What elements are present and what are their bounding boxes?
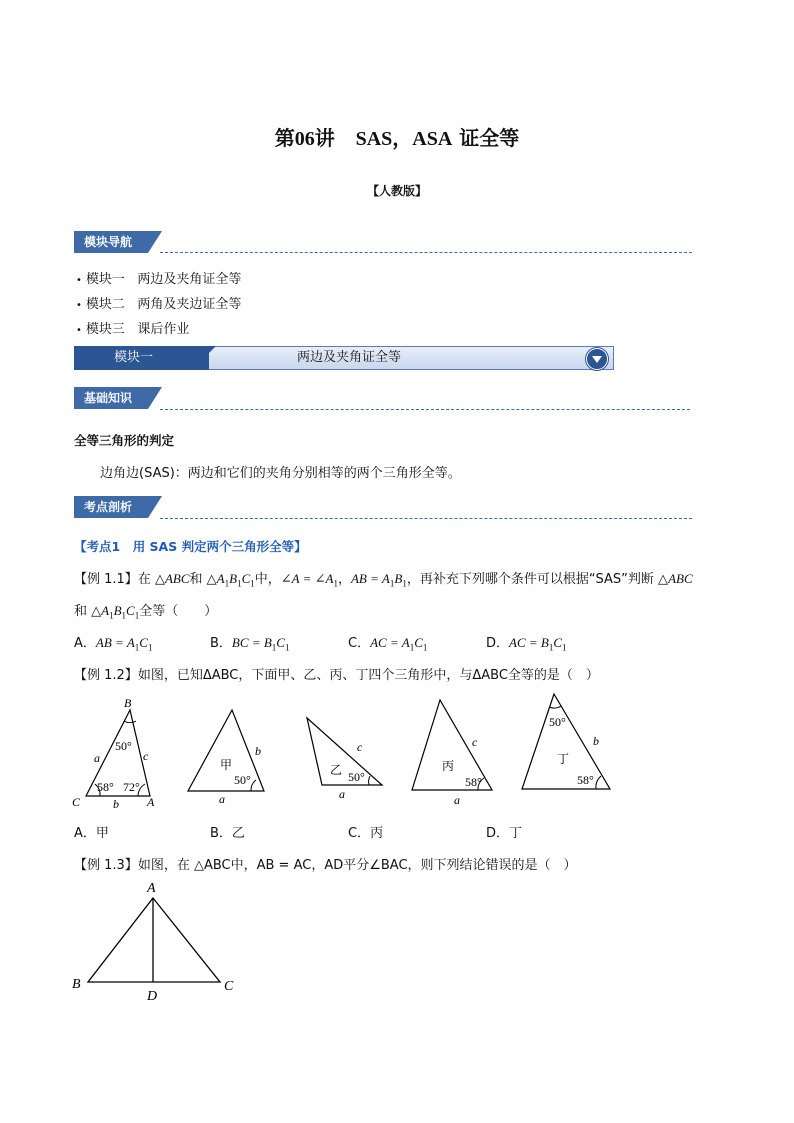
label-D: D [147, 989, 158, 1004]
label-A: A [147, 795, 155, 809]
ex12-option-c[interactable]: C．丙 [348, 826, 384, 841]
nav-divider [160, 252, 692, 253]
angle-C: 58° [97, 780, 114, 794]
svg-text:a: a [339, 787, 345, 801]
svg-text:b: b [593, 734, 599, 748]
svg-text:50°: 50° [348, 770, 365, 784]
basic-divider [160, 409, 690, 410]
ex12-option-a[interactable]: A．甲 [74, 826, 109, 841]
label-B: B [124, 696, 132, 710]
triangle-bing [412, 700, 492, 807]
svg-text:c: c [357, 740, 363, 754]
point1-heading: 【考点1 用 SAS 判定两个三角形全等】 [74, 539, 307, 554]
label-C: C [224, 979, 234, 994]
svg-text:50°: 50° [234, 773, 251, 787]
main-triangle [72, 696, 155, 811]
ex11-line2: 和 $\triangle A_1B_1C_1$全等（ ） [74, 603, 218, 621]
label-C: C [72, 795, 81, 809]
basic-heading: 全等三角形的判定 [74, 433, 175, 448]
svg-text:丁: 丁 [557, 752, 570, 766]
basic-body: 边角边(SAS)：两边和它们的夹角分别相等的两个三角形全等。 [100, 466, 461, 481]
chevron-down-icon[interactable] [586, 348, 608, 370]
ex13-figure [60, 872, 260, 1012]
label-b: b [113, 797, 119, 811]
svg-text:甲: 甲 [220, 758, 233, 772]
edition-label: 【人教版】 [366, 184, 427, 198]
ex11-option-b[interactable]: B．BC = $B_1C_1$ [210, 635, 290, 653]
label-A: A [147, 881, 156, 896]
ex12-option-d[interactable]: D．丁 [486, 826, 523, 841]
svg-text:b: b [255, 744, 261, 758]
svg-text:58°: 58° [577, 773, 594, 787]
label-B: B [72, 977, 81, 992]
nav-item-3[interactable]: • 模块三 课后作业 [76, 322, 190, 337]
triangle-yi [307, 718, 382, 801]
ex11-option-d[interactable]: D．AC = $B_1C_1$ [486, 635, 567, 653]
angle-A: 72° [123, 780, 140, 794]
ex11-option-a[interactable]: A．AB = $A_1C_1$ [74, 635, 153, 653]
nav-item-2[interactable]: • 模块二 两角及夹边证全等 [76, 297, 242, 312]
svg-text:乙: 乙 [330, 763, 343, 777]
ex12-option-b[interactable]: B．乙 [210, 826, 245, 841]
svg-text:a: a [219, 792, 225, 806]
triangle-ding [522, 694, 610, 789]
nav-item-1[interactable]: • 模块一 两边及夹角证全等 [76, 272, 242, 287]
ex13-question: 【例 1.3】如图，在 △ABC中，AB = AC，AD平分∠BAC，则下列结论错误的是（ ） [74, 858, 577, 873]
label-c: c [143, 749, 149, 763]
svg-text:a: a [454, 793, 460, 807]
triangle-jia [188, 710, 264, 806]
page-title: 第06讲 SAS，ASA 证全等 [274, 126, 520, 150]
ex12-question: 【例 1.2】如图，已知ΔABC，下面甲、乙、丙、丁四个三角形中，与ΔABC全等的是（ ） [74, 668, 599, 683]
label-a: a [94, 751, 100, 765]
svg-text:58°: 58° [465, 775, 482, 789]
module-bar[interactable] [74, 346, 614, 370]
module-bar-label: 模块一 [74, 346, 209, 370]
ex12-figures [0, 690, 794, 820]
ex11-line1: 【例 1.1】在 △ABC和 $\triangle A_1B_1C_1$中，∠A = $\angle A_1$，AB = $A_1B_1$，再补充下列哪个条件可以根据“SAS”判断 △ABC [74, 571, 693, 589]
svg-text:c: c [472, 735, 478, 749]
svg-text:丙: 丙 [442, 759, 455, 773]
ex11-option-c[interactable]: C．AC = $A_1C_1$ [348, 635, 428, 653]
svg-text:50°: 50° [549, 715, 566, 729]
analysis-divider [160, 518, 692, 519]
module-bar-title: 两边及夹角证全等 [192, 346, 614, 370]
angle-B: 50° [115, 739, 132, 753]
